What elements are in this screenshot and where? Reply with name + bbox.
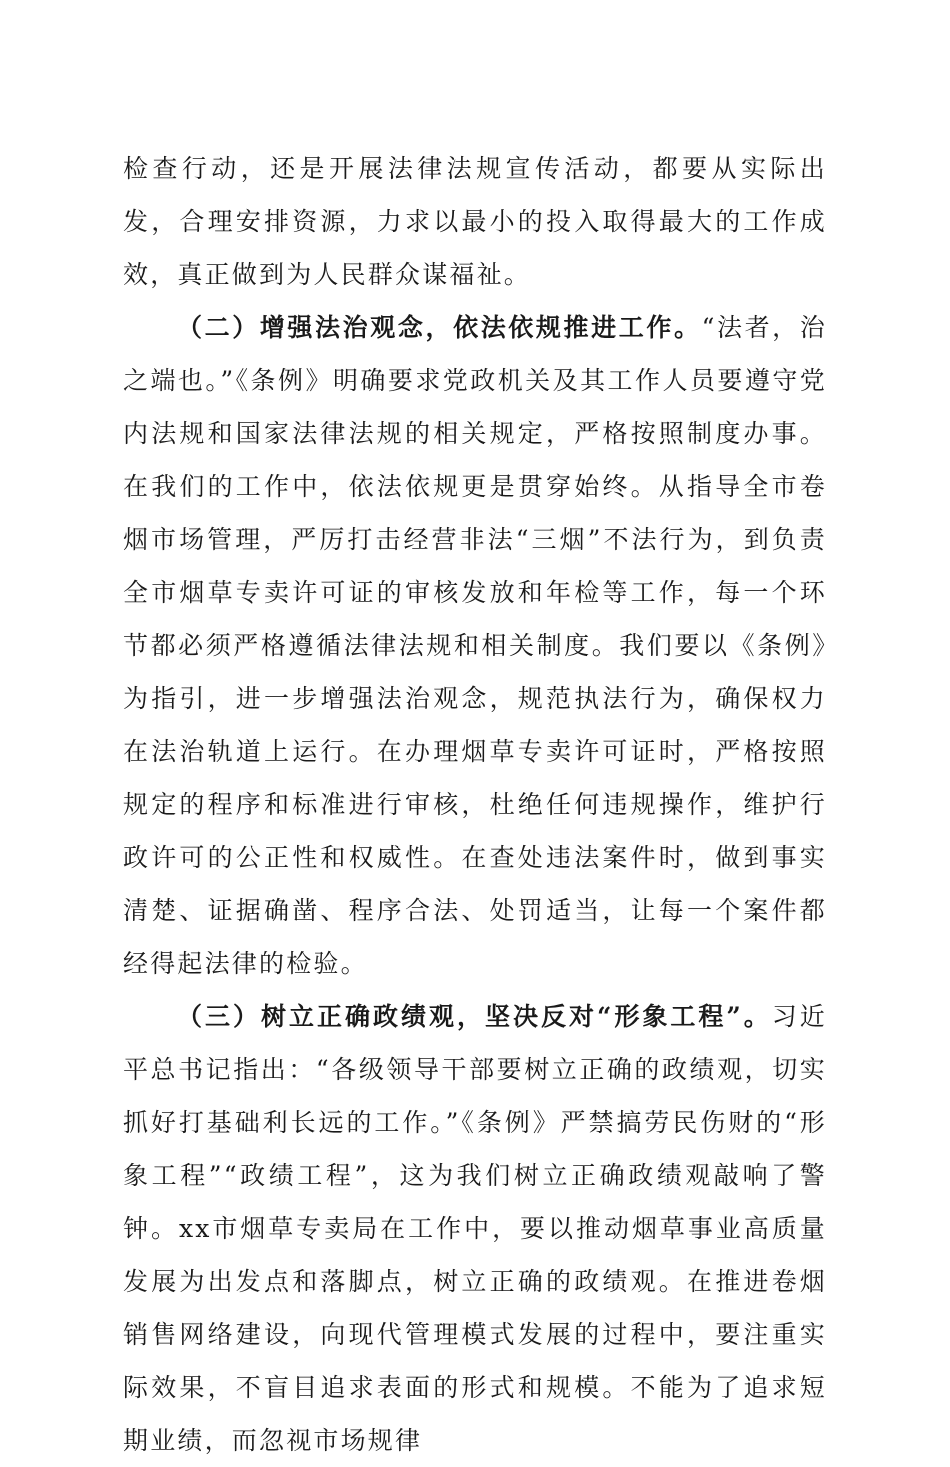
paragraph-section-3 [123,990,827,1467]
document-body [123,142,827,1467]
paragraph-continuation [123,142,827,301]
section-heading: （二）增强法治观念，依法依规推进工作。 [177,313,702,342]
paragraph-text: “法者，治之端也。”《条例》明确要求党政机关及其工作人员要遵守党内法规和国家法律法规的相关规定，严格按照制度办事。在我们的工作中，依法依规更是贯穿始终。从指导全市卷烟市场管理，严厉打击经营非法“三烟”不法行为，到负责全市烟草专卖许可证的审核发放和年检等工作，每一个环节都必须严格遵循法律法规和相关制度。我们要以《条例》为指引，进一步增强法治观念，规范执法行为，确保权力在法治轨道上运行。在办理烟草专卖许可证时，严格按照规定的程序和标准进行审核，杜绝任何违规操作，维护行政许可的公正性和权威性。在查处违法案件时，做到事实清楚、证据确凿、程序合法、处罚适当，让每一个案件都经得起法律的检验。 [123,313,827,978]
paragraph-text: 习近平总书记指出：“各级领导干部要树立正确的政绩观，切实抓好打基础利长远的工作。”《条例》严禁搞劳民伤财的“形象工程”“政绩工程”，这为我们树立正确政绩观敲响了警钟。xx市烟草专卖局在工作中，要以推动烟草事业高质量发展为出发点和落脚点，树立正确的政绩观。在推进卷烟销售网络建设，向现代管理模式发展的过程中，要注重实际效果，不盲目追求表面的形式和规模。不能为了追求短期业绩，而忽视市场规律 [123,1002,827,1455]
paragraph-text: 检查行动，还是开展法律法规宣传活动，都要从实际出发，合理安排资源，力求以最小的投入取得最大的工作成效，真正做到为人民群众谋福祉。 [123,154,827,289]
section-heading: （三）树立正确政绩观，坚决反对“形象工程”。 [177,1002,772,1031]
paragraph-section-2 [123,301,827,990]
